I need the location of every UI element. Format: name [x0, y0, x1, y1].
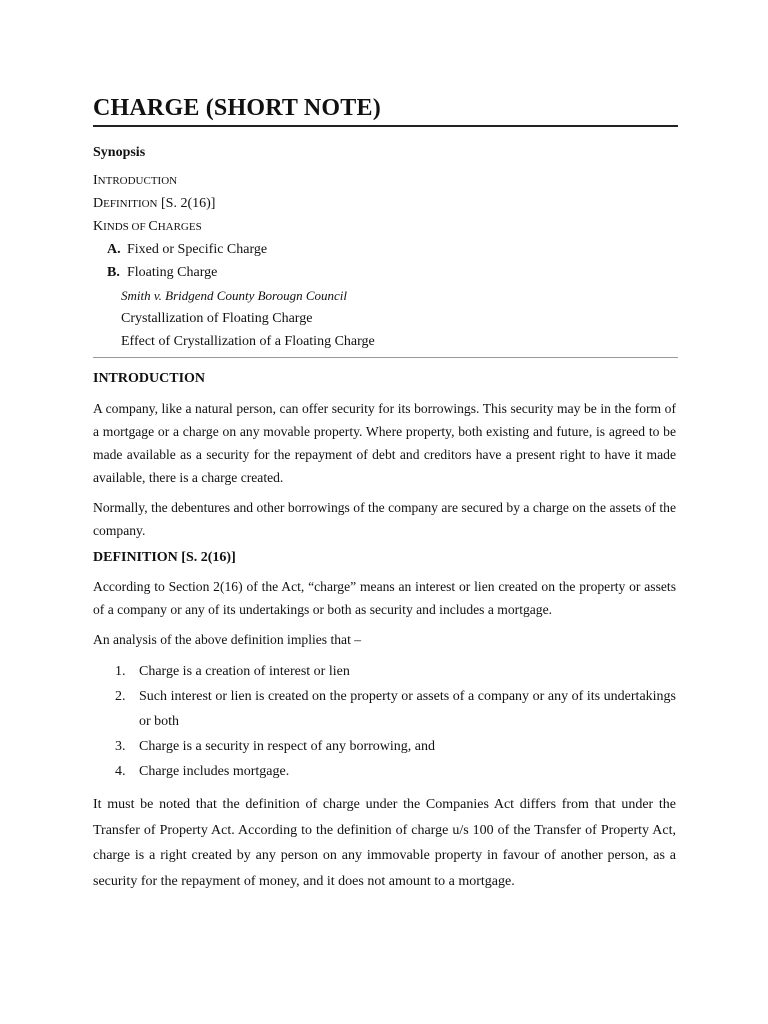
document-page	[93, 94, 676, 894]
toc-item-fixed-charge: A. Fixed or Specific Charge	[93, 239, 676, 262]
list-item: 1. Charge is a creation of interest or lien	[115, 664, 350, 679]
toc-item-introduction: INTRODUCTION	[93, 173, 178, 188]
definition-heading: DEFINITION [S. 2(16)]	[93, 550, 236, 565]
definition-paragraph-2: An analysis of the above definition implies that –	[93, 632, 362, 647]
toc-marker-b: B.	[107, 265, 120, 280]
title-divider	[93, 125, 678, 127]
toc-item-definition: DEFINITION [S. 2(16)]	[93, 196, 216, 211]
definition-implications-list	[93, 659, 676, 784]
toc-item-effect-of-crystallization: Effect of Crystallization of a Floating Charge	[121, 334, 375, 349]
list-item: 2. Such interest or lien is created on the property or assets of a company or any of its undertakings or both	[115, 689, 676, 729]
introduction-paragraph-2: Normally, the debentures and other borrowings of the company are secured by a charge on the assets of the company.	[93, 500, 676, 538]
synopsis-heading: Synopsis	[93, 145, 146, 160]
definition-paragraph-1: According to Section 2(16) of the Act, “charge” means an interest or lien created on the property or assets of a company or any of its undertakings or both as security and includes a mortgage.	[93, 579, 676, 617]
toc-item-floating-charge: B. Floating Charge	[93, 262, 676, 285]
toc-item-crystallization: Crystallization of Floating Charge	[121, 311, 313, 326]
definition-paragraph-3: It must be noted that the definition of charge under the Companies Act differs from that under the Transfer of Property Act. According to the definition of charge u/s 100 of the Transfer of Property Act, charge is a right created by any person on any immovable property in favour of another person, as a security for the repayment of money, and it does not amount to a mortgage.	[93, 797, 676, 889]
document-title: CHARGE (SHORT NOTE)	[93, 95, 381, 121]
list-item: 4. Charge includes mortgage.	[115, 764, 290, 779]
toc-marker-a: A.	[107, 242, 121, 257]
toc-item-kinds-of-charges: KINDS OF CHARGES	[93, 219, 202, 234]
toc-item-case-name: Smith v. Bridgend County Borougn Council	[121, 288, 348, 303]
introduction-paragraph-1: A company, like a natural person, can offer security for its borrowings. This security may be in the form of a mortgage or a charge on any movable property. Where property, both existing and future, is agreed to be made available as a security for the repayment of debt and creditors have a present right to have it made available, there is a charge created.	[93, 401, 676, 485]
list-item: 3. Charge is a security in respect of any borrowing, and	[115, 739, 435, 754]
synopsis-list	[93, 170, 676, 354]
introduction-heading: INTRODUCTION	[93, 371, 206, 386]
